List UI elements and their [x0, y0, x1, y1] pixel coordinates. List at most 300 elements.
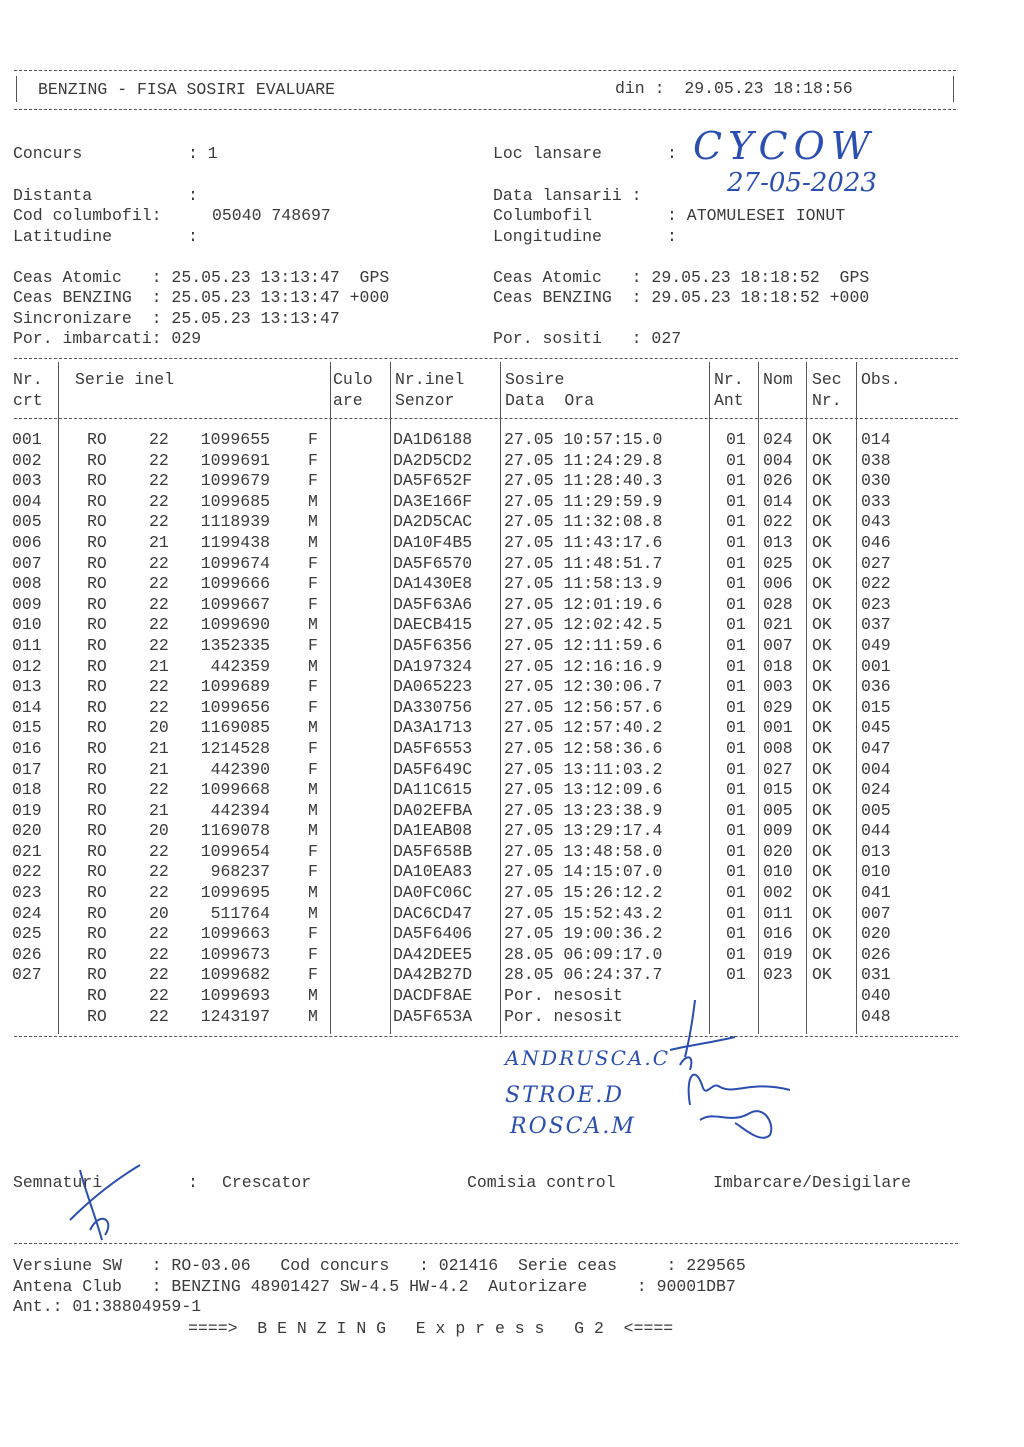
cell-nr: 014: [12, 697, 42, 717]
cell-nom: 009: [763, 821, 793, 841]
cell-sec: OK: [812, 841, 832, 861]
table-row: [12, 492, 958, 513]
cell-ant: 01: [726, 512, 746, 532]
cell-an: 22: [149, 677, 169, 697]
cell-nr: 019: [12, 800, 42, 820]
cell-sosire: Por. nesosit: [504, 1006, 623, 1026]
signature-scribble-commission: [640, 995, 810, 1150]
th-are: are: [333, 391, 363, 410]
cell-ant: 01: [726, 718, 746, 738]
table-row: [12, 451, 958, 472]
cell-nom: 013: [763, 532, 793, 552]
table-header-rule: [14, 418, 958, 419]
cell-inel: 1199438: [200, 532, 270, 552]
cell-nr: 015: [12, 718, 42, 738]
cell-sex: M: [308, 1006, 318, 1026]
th-serie: Serie inel: [75, 370, 175, 389]
crescator-label: Crescator: [222, 1173, 312, 1192]
cell-an: 20: [149, 821, 169, 841]
cell-nom: 011: [763, 903, 793, 923]
cell-inel: 1118939: [200, 512, 270, 532]
cell-senzor: DA5F6570: [393, 553, 473, 573]
cell-tara: RO: [87, 862, 107, 882]
cell-obs: 043: [861, 512, 891, 532]
cell-obs: 047: [861, 738, 891, 758]
cell-an: 22: [149, 491, 169, 511]
cell-an: 22: [149, 883, 169, 903]
table-row: [12, 430, 958, 451]
cell-senzor: DA5F652F: [393, 471, 473, 491]
cell-sex: F: [308, 574, 318, 594]
cell-ant: 01: [726, 532, 746, 552]
cell-ant: 01: [726, 862, 746, 882]
cell-sec: OK: [812, 491, 832, 511]
cell-ant: 01: [726, 821, 746, 841]
por-imbarcati: Por. imbarcati: 029: [13, 329, 202, 348]
cell-sosire: 27.05 12:56:57.6: [504, 697, 663, 717]
table-row: [12, 739, 958, 760]
cell-nr: 021: [12, 841, 42, 861]
cell-ant: 01: [726, 800, 746, 820]
cell-tara: RO: [87, 677, 107, 697]
cell-tara: RO: [87, 903, 107, 923]
cell-inel: 442390: [210, 759, 270, 779]
cell-tara: RO: [87, 430, 107, 449]
cell-sosire: 27.05 11:24:29.8: [504, 450, 663, 470]
table-bottom-rule: [14, 1036, 958, 1037]
cell-obs: 024: [861, 780, 891, 800]
cell-ant: 01: [726, 656, 746, 676]
cell-obs: 005: [861, 800, 891, 820]
cell-an: 22: [149, 430, 169, 449]
cell-nom: 001: [763, 718, 793, 738]
cell-nom: 028: [763, 594, 793, 614]
cell-obs: 020: [861, 924, 891, 944]
cell-obs: 048: [861, 1006, 891, 1026]
cell-nr: 022: [12, 862, 42, 882]
cell-sosire: 27.05 19:00:36.2: [504, 924, 663, 944]
table-row: [12, 780, 958, 801]
cell-obs: 010: [861, 862, 891, 882]
handwritten-name-2: STROE.D: [505, 1083, 625, 1108]
th-nr-ant: Nr.: [714, 370, 744, 389]
cell-an: 22: [149, 986, 169, 1006]
cell-tara: RO: [87, 697, 107, 717]
cell-sec: OK: [812, 965, 832, 985]
cell-nom: 027: [763, 759, 793, 779]
cell-sex: F: [308, 944, 318, 964]
th-senzor: Senzor: [395, 391, 455, 410]
cell-senzor: DA330756: [393, 697, 473, 717]
cell-nom: 021: [763, 615, 793, 635]
cell-obs: 041: [861, 883, 891, 903]
cell-obs: 001: [861, 656, 891, 676]
cell-an: 22: [149, 780, 169, 800]
cell-inel: 1352335: [200, 635, 270, 655]
cell-sosire: 27.05 13:29:17.4: [504, 821, 663, 841]
data-lansarii-label: Data lansarii :: [493, 186, 642, 205]
table-row: [12, 636, 958, 657]
cell-sosire: 28.05 06:09:17.0: [504, 944, 663, 964]
ceas-atomic-end: Ceas Atomic : 29.05.23 18:18:52 GPS: [493, 268, 870, 287]
th-sec: Sec: [812, 370, 842, 389]
th-ant: Ant: [714, 391, 744, 410]
th-data-ora: Data Ora: [505, 391, 595, 410]
th-nr-inel: Nr.inel: [395, 370, 465, 389]
cell-sosire: 27.05 12:57:40.2: [504, 718, 663, 738]
cell-nr: 010: [12, 615, 42, 635]
cell-senzor: DA1430E8: [393, 574, 473, 594]
cell-an: 22: [149, 574, 169, 594]
cell-tara: RO: [87, 594, 107, 614]
cell-inel: 1099682: [200, 965, 270, 985]
cell-nr: 002: [12, 450, 42, 470]
cell-nom: 008: [763, 738, 793, 758]
cell-tara: RO: [87, 615, 107, 635]
cell-sec: OK: [812, 450, 832, 470]
cell-an: 20: [149, 718, 169, 738]
table-row: [12, 965, 958, 986]
table-row: [12, 1007, 958, 1028]
antena-club: Antena Club : BENZING 48901427 SW-4.5 HW-4.2 Autorizare : 90001DB7: [13, 1277, 736, 1296]
cell-an: 22: [149, 512, 169, 532]
cell-obs: 007: [861, 903, 891, 923]
cell-an: 20: [149, 903, 169, 923]
cell-obs: 038: [861, 450, 891, 470]
cell-ant: 01: [726, 903, 746, 923]
table-row: [12, 862, 958, 883]
cell-sec: OK: [812, 780, 832, 800]
cell-an: 22: [149, 965, 169, 985]
cell-nr: 003: [12, 471, 42, 491]
cell-sec: OK: [812, 430, 832, 449]
cell-inel: 1099693: [200, 986, 270, 1006]
cell-tara: RO: [87, 944, 107, 964]
latitudine-value: :: [188, 227, 198, 246]
cell-obs: 033: [861, 491, 891, 511]
cell-obs: 049: [861, 635, 891, 655]
table-row: [12, 821, 958, 842]
cell-tara: RO: [87, 965, 107, 985]
ceas-benzing-start: Ceas BENZING : 25.05.23 13:13:47 +000: [13, 288, 390, 307]
cell-sosire: 27.05 13:48:58.0: [504, 841, 663, 861]
cell-nom: 004: [763, 450, 793, 470]
cell-tara: RO: [87, 553, 107, 573]
cell-an: 21: [149, 738, 169, 758]
cell-obs: 013: [861, 841, 891, 861]
cell-tara: RO: [87, 800, 107, 820]
table-row: [12, 924, 958, 945]
distanta-label: Distanta: [13, 186, 93, 205]
cell-ant: 01: [726, 697, 746, 717]
cell-sec: OK: [812, 718, 832, 738]
table-row: [12, 945, 958, 966]
cell-ant: 01: [726, 471, 746, 491]
concurs-value: : 1: [188, 144, 218, 163]
cell-nr: 012: [12, 656, 42, 676]
cell-senzor: DA11C615: [393, 780, 473, 800]
cell-tara: RO: [87, 532, 107, 552]
cell-ant: 01: [726, 677, 746, 697]
cell-ant: 01: [726, 430, 746, 449]
cell-nr: 026: [12, 944, 42, 964]
cell-sosire: 27.05 12:30:06.7: [504, 677, 663, 697]
cell-sec: OK: [812, 924, 832, 944]
cell-nom: 025: [763, 553, 793, 573]
cell-nom: 002: [763, 883, 793, 903]
cell-sosire: 27.05 14:15:07.0: [504, 862, 663, 882]
cell-sex: M: [308, 656, 318, 676]
cell-sosire: 27.05 15:26:12.2: [504, 883, 663, 903]
cell-sec: OK: [812, 512, 832, 532]
table-row: [12, 512, 958, 533]
cell-sosire: 27.05 11:43:17.6: [504, 532, 663, 552]
cell-sex: F: [308, 677, 318, 697]
cell-sex: M: [308, 903, 318, 923]
cell-nom: 005: [763, 800, 793, 820]
cell-nr: 018: [12, 780, 42, 800]
cell-an: 22: [149, 635, 169, 655]
cell-senzor: DA197324: [393, 656, 473, 676]
cell-inel: 1099674: [200, 553, 270, 573]
cell-inel: 1099691: [200, 450, 270, 470]
cell-inel: 1099673: [200, 944, 270, 964]
cell-ant: 01: [726, 553, 746, 573]
cell-sec: OK: [812, 471, 832, 491]
imbarcare-label: Imbarcare/Desigilare: [713, 1173, 912, 1192]
cell-nom: 020: [763, 841, 793, 861]
cell-sex: F: [308, 635, 318, 655]
table-row: [12, 615, 958, 636]
table-row: [12, 574, 958, 595]
cell-nr: 009: [12, 594, 42, 614]
cell-inel: 1099695: [200, 883, 270, 903]
por-sositi: Por. sositi : 027: [493, 329, 682, 348]
cell-nr: 020: [12, 821, 42, 841]
cell-sex: M: [308, 986, 318, 1006]
cell-ant: 01: [726, 594, 746, 614]
cell-sex: F: [308, 841, 318, 861]
table-row: [12, 760, 958, 781]
cell-nr: 008: [12, 574, 42, 594]
cell-senzor: DA02EFBA: [393, 800, 473, 820]
cell-sec: OK: [812, 615, 832, 635]
cell-sec: OK: [812, 656, 832, 676]
ceas-benzing-end: Ceas BENZING : 29.05.23 18:18:52 +000: [493, 288, 870, 307]
ceas-atomic-start: Ceas Atomic : 25.05.23 13:13:47 GPS: [13, 268, 390, 287]
handwritten-name-1: ANDRUSCA.C: [505, 1046, 670, 1070]
cell-obs: 037: [861, 615, 891, 635]
th-culo: Culo: [333, 370, 373, 389]
cell-inel: 442394: [210, 800, 270, 820]
cell-obs: 040: [861, 986, 891, 1006]
cell-inel: 442359: [210, 656, 270, 676]
cell-sosire: 27.05 11:29:59.9: [504, 491, 663, 511]
cell-an: 22: [149, 450, 169, 470]
cell-tara: RO: [87, 512, 107, 532]
cell-ant: 01: [726, 615, 746, 635]
cell-sex: M: [308, 512, 318, 532]
loc-lansare-handwritten: CYCOW: [693, 124, 876, 168]
table-row: [12, 698, 958, 719]
cell-inel: 1099654: [200, 841, 270, 861]
cell-sex: F: [308, 965, 318, 985]
cell-nr: 001: [12, 430, 42, 449]
table-row: [12, 533, 958, 554]
cell-senzor: DA3E166F: [393, 491, 473, 511]
cell-tara: RO: [87, 1006, 107, 1026]
cell-nr: 004: [12, 491, 42, 511]
cell-senzor: DA2D5CAC: [393, 512, 473, 532]
cell-sosire: 27.05 13:23:38.9: [504, 800, 663, 820]
cell-nom: 019: [763, 944, 793, 964]
cod-columbofil-label: Cod columbofil:: [13, 206, 162, 225]
cell-obs: 027: [861, 553, 891, 573]
cell-ant: 01: [726, 965, 746, 985]
comisia-control-label: Comisia control: [467, 1173, 616, 1192]
header-left-border: [16, 76, 17, 102]
th-obs: Obs.: [861, 370, 901, 389]
table-row: [12, 554, 958, 575]
cell-ant: 01: [726, 883, 746, 903]
cell-sosire: 27.05 12:01:19.6: [504, 594, 663, 614]
cell-ant: 01: [726, 759, 746, 779]
cell-ant: 01: [726, 944, 746, 964]
table-row: [12, 883, 958, 904]
table-row: [12, 471, 958, 492]
table-row: [12, 904, 958, 925]
cell-inel: 968237: [210, 862, 270, 882]
cell-nr: 017: [12, 759, 42, 779]
cell-sec: OK: [812, 635, 832, 655]
cell-obs: 036: [861, 677, 891, 697]
footer-rule: [14, 1243, 958, 1244]
brand-banner: ====> B E N Z I N G E x p r e s s G 2 <====: [188, 1319, 674, 1338]
cell-tara: RO: [87, 841, 107, 861]
document-title: BENZING - FISA SOSIRI EVALUARE: [38, 80, 336, 99]
cell-sosire: 27.05 11:58:13.9: [504, 574, 663, 594]
table-row: [12, 986, 958, 1007]
th-nom: Nom: [763, 370, 793, 389]
cell-senzor: DA2D5CD2: [393, 450, 473, 470]
cell-tara: RO: [87, 924, 107, 944]
cell-ant: 01: [726, 450, 746, 470]
cell-tara: RO: [87, 738, 107, 758]
cell-nom: 029: [763, 697, 793, 717]
cell-nom: 010: [763, 862, 793, 882]
cell-obs: 004: [861, 759, 891, 779]
cell-senzor: DA1D6188: [393, 430, 473, 449]
cell-tara: RO: [87, 780, 107, 800]
cell-ant: 01: [726, 841, 746, 861]
th-crt: crt: [13, 391, 43, 410]
cell-tara: RO: [87, 491, 107, 511]
cell-sec: OK: [812, 944, 832, 964]
cell-an: 22: [149, 615, 169, 635]
cell-obs: 022: [861, 574, 891, 594]
cell-an: 22: [149, 471, 169, 491]
cell-inel: 1099685: [200, 491, 270, 511]
cell-senzor: DA065223: [393, 677, 473, 697]
cell-ant: 01: [726, 924, 746, 944]
cell-an: 22: [149, 924, 169, 944]
handwritten-name-3: ROSCA.M: [510, 1114, 636, 1139]
cell-obs: 045: [861, 718, 891, 738]
table-row: [12, 677, 958, 698]
cell-sex: M: [308, 883, 318, 903]
cell-sosire: 27.05 12:58:36.6: [504, 738, 663, 758]
cell-ant: 01: [726, 491, 746, 511]
cell-sex: F: [308, 553, 318, 573]
cell-nr: 005: [12, 512, 42, 532]
cell-inel: 1099689: [200, 677, 270, 697]
cell-an: 22: [149, 594, 169, 614]
cell-nom: 026: [763, 471, 793, 491]
cell-nr: 011: [12, 635, 42, 655]
cell-obs: 030: [861, 471, 891, 491]
cell-sex: F: [308, 697, 318, 717]
table-top-rule: [14, 358, 958, 359]
th-sosire: Sosire: [505, 370, 565, 389]
cell-an: 21: [149, 800, 169, 820]
cell-sex: F: [308, 924, 318, 944]
cell-sec: OK: [812, 553, 832, 573]
cell-sex: M: [308, 491, 318, 511]
cell-tara: RO: [87, 759, 107, 779]
header-right-border: [953, 76, 954, 102]
th-sec-nr: Nr.: [812, 391, 842, 410]
cell-sex: F: [308, 862, 318, 882]
cell-nr: 006: [12, 532, 42, 552]
cell-sex: M: [308, 532, 318, 552]
cell-sex: F: [308, 738, 318, 758]
cell-obs: 046: [861, 532, 891, 552]
cell-an: 22: [149, 1006, 169, 1026]
cell-inel: 1099666: [200, 574, 270, 594]
loc-lansare-label: Loc lansare: [493, 144, 602, 163]
cell-sosire: 27.05 10:57:15.0: [504, 430, 663, 449]
cell-nom: 015: [763, 780, 793, 800]
cell-sosire: 27.05 12:11:59.6: [504, 635, 663, 655]
cell-sosire: 27.05 11:28:40.3: [504, 471, 663, 491]
cell-sex: F: [308, 471, 318, 491]
cell-inel: 1243197: [200, 1006, 270, 1026]
concurs-label: Concurs: [13, 144, 83, 163]
cell-senzor: DA5F6356: [393, 635, 473, 655]
distanta-value: :: [188, 186, 198, 205]
cell-inel: 1099656: [200, 697, 270, 717]
loc-lansare-sep: :: [667, 144, 677, 163]
cell-sex: F: [308, 450, 318, 470]
cell-ant: 01: [726, 780, 746, 800]
cell-sosire: 27.05 12:16:16.9: [504, 656, 663, 676]
cell-sec: OK: [812, 883, 832, 903]
cell-sosire: 28.05 06:24:37.7: [504, 965, 663, 985]
cell-nr: 027: [12, 965, 42, 985]
cell-sosire: 27.05 11:48:51.7: [504, 553, 663, 573]
cell-an: 21: [149, 656, 169, 676]
cell-sec: OK: [812, 800, 832, 820]
cell-sex: M: [308, 800, 318, 820]
cell-tara: RO: [87, 656, 107, 676]
cell-tara: RO: [87, 471, 107, 491]
cell-senzor: DA5F653A: [393, 1006, 473, 1026]
cell-nr: 016: [12, 738, 42, 758]
cell-sec: OK: [812, 697, 832, 717]
cell-senzor: DA5F63A6: [393, 594, 473, 614]
cell-inel: 1099663: [200, 924, 270, 944]
cell-tara: RO: [87, 883, 107, 903]
